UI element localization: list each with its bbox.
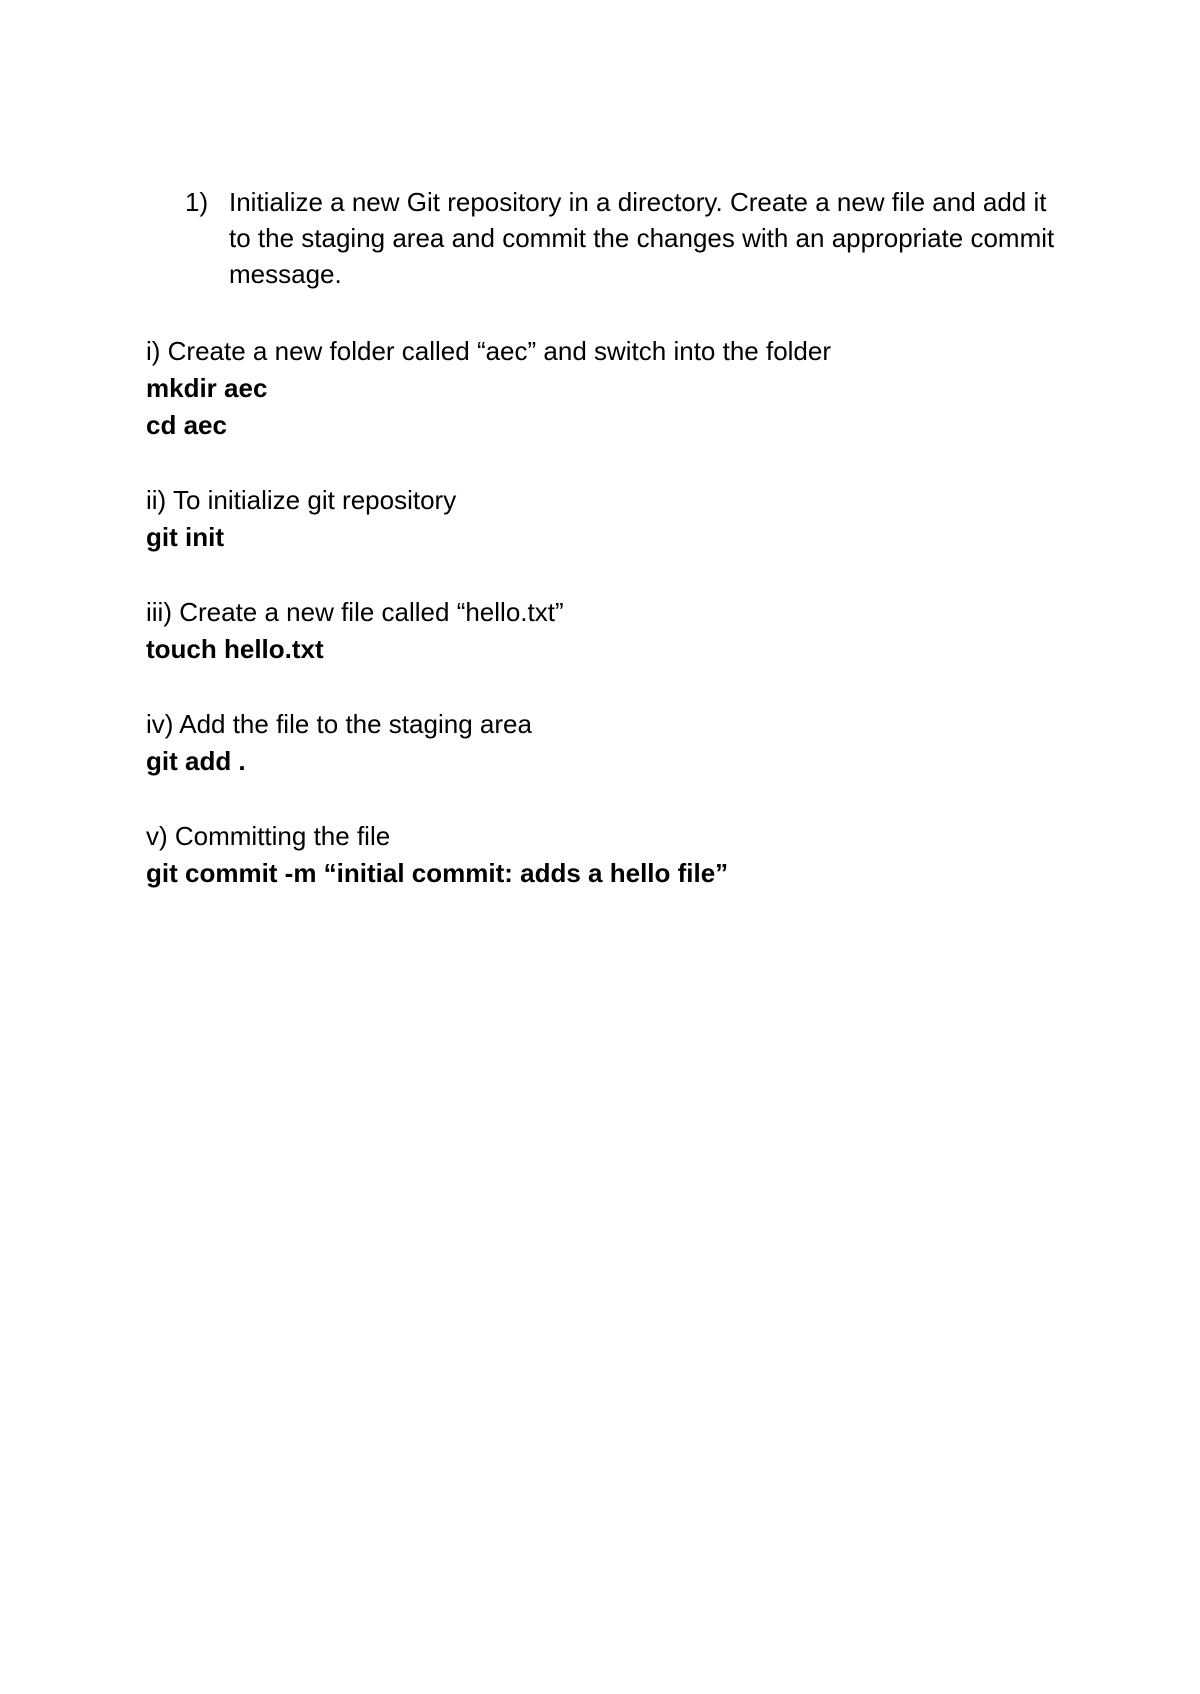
steps-list bbox=[146, 333, 1106, 930]
step-1 bbox=[146, 333, 1106, 444]
question-text: Initialize a new Git repository in a directory. Create a new file and add it to the staging area and commit the changes with an appropriate commit message. bbox=[229, 187, 1055, 289]
command-line: cd aec bbox=[146, 410, 227, 440]
step-2 bbox=[146, 482, 1106, 556]
command-line: git commit -m “initial commit: adds a hello file” bbox=[146, 858, 729, 888]
question-item bbox=[185, 184, 1065, 292]
step-label: iv) Add the file to the staging area bbox=[146, 709, 532, 739]
question-number: 1) bbox=[185, 187, 209, 217]
step-label: i) Create a new folder called “aec” and switch into the folder bbox=[146, 336, 832, 366]
step-5 bbox=[146, 818, 1106, 892]
step-label: iii) Create a new file called “hello.txt” bbox=[146, 597, 564, 627]
command-line: git init bbox=[146, 522, 224, 552]
step-label: v) Committing the file bbox=[146, 821, 391, 851]
command-line: touch hello.txt bbox=[146, 634, 324, 664]
command-line: mkdir aec bbox=[146, 373, 268, 403]
step-4 bbox=[146, 706, 1106, 780]
step-label: ii) To initialize git repository bbox=[146, 485, 457, 515]
command-line: git add . bbox=[146, 746, 246, 776]
step-3 bbox=[146, 594, 1106, 668]
